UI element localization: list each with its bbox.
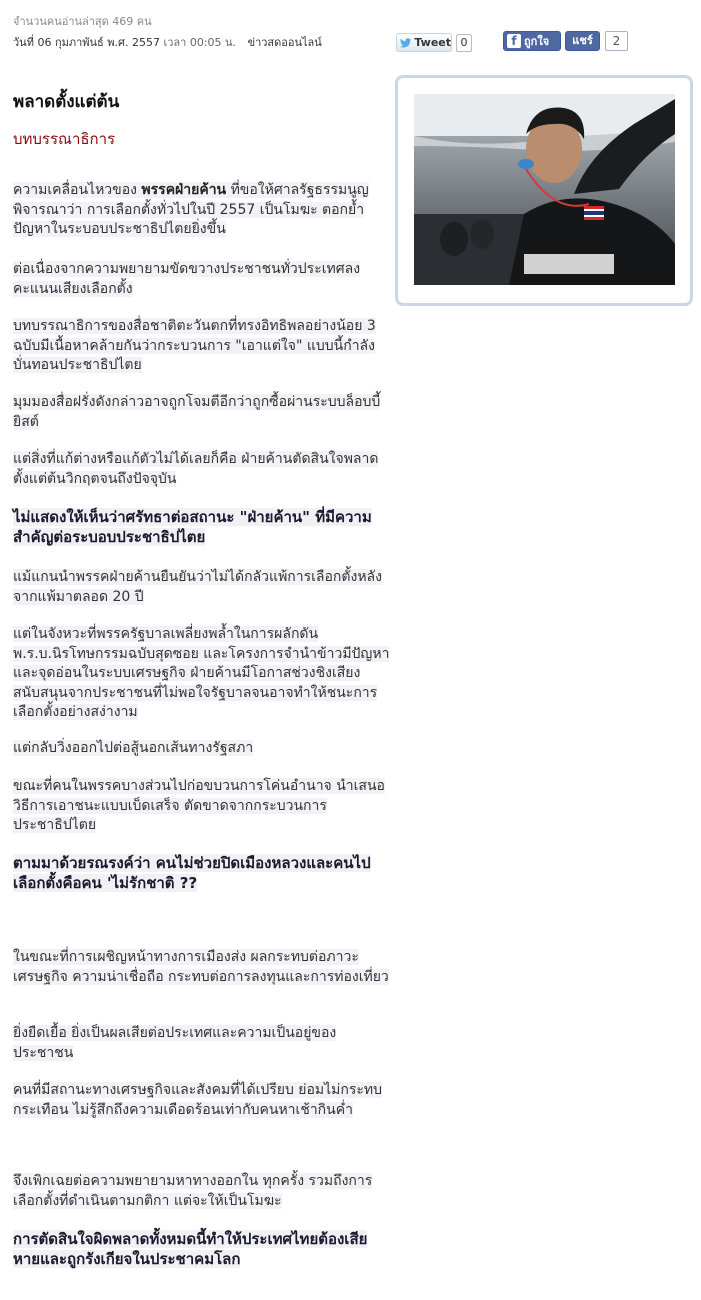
article-paragraph bbox=[13, 181, 393, 240]
article-paragraph: ต่อเนื่องจากความพยายามขัดขวางประชาชนทั่วประเทศลงคะแนนเสียงเลือกตั้ง bbox=[13, 261, 361, 297]
article-subheading: ตามมาด้วยรณรงค์ว่า คนไม่ช่วยปิดเมืองหลวงและคนไปเลือกตั้งคือคน 'ไม่รักชาติ ?? bbox=[13, 854, 371, 892]
article-headline: พลาดตั้งแต่ต้น bbox=[13, 92, 120, 112]
article-paragraph: แต่ในจังหวะที่พรรครัฐบาลเพลี่ยงพล้ำในการผลักดันพ.ร.บ.นิรโทษกรรมฉบับสุดซอย และโครงการจำนำข้าวมีปัญหาและจุดอ่อนในระบบเศรษฐกิจ ฝ่ายค้านมีโอกาสช่วงชิงเสียงสนับสนุนจากประชาชนที่ไม่พอใจรัฐบาลจนอาจทำให้ชนะการเลือกตั้งอย่างสง่างาม bbox=[13, 626, 390, 720]
facebook-f-icon: f bbox=[507, 34, 521, 48]
article-byline: บทบรรณาธิการ bbox=[13, 130, 116, 148]
share-count: 2 bbox=[605, 31, 628, 51]
article-meta bbox=[13, 33, 322, 51]
article-date: วันที่ 06 กุมภาพันธ์ พ.ศ. 2557 bbox=[13, 36, 160, 49]
twitter-bird-icon bbox=[400, 38, 411, 48]
readers-count: จำนวนคนอ่านล่าสุด 469 คน bbox=[13, 15, 152, 28]
tweet-label: Tweet bbox=[414, 36, 451, 49]
tweet-count: 0 bbox=[456, 34, 472, 52]
article-paragraph: ในขณะที่การเผชิญหน้าทางการเมืองส่ง ผลกระทบต่อภาวะเศรษฐกิจ ความน่าเชื่อถือ กระทบต่อการลงทุนและการท่องเที่ยว bbox=[13, 949, 389, 985]
paragraph-text: ที่ขอให้ศาลรัฐธรรมนูญพิจารณาว่า การเลือกตั้งทั่วไปในปี 2557 เป็นโมฆะ ตอกย้ำปัญหาในระบอบประชาธิปไตยยิ่งขึ้น bbox=[13, 182, 369, 237]
article-paragraph: จึงเพิกเฉยต่อความพยายามหาทางออกใน ทุกครั้ง รวมถึงการเลือกตั้งที่ดำเนินตามกติกา แต่จะให้เป็นโมฆะ bbox=[13, 1173, 373, 1209]
article-paragraph: บทบรรณาธิการของสื่อชาติตะวันตกที่ทรงอิทธิพลอย่างน้อย 3 ฉบับมีเนื้อหาคล้ายกันว่ากระบวนการ "เอาแต่ใจ" แบบนี้กำลังบั่นทอนประชาธิปไตย bbox=[13, 318, 376, 373]
article-paragraph: ขณะที่คนในพรรคบางส่วนไปก่อขบวนการโค่นอำนาจ นำเสนอวิธีการเอาชนะแบบเบ็ดเสร็จ ตัดขาดจากกระบวนการประชาธิปไตย bbox=[13, 778, 385, 833]
article-paragraph: แต่กลับวิ่งออกไปต่อสู้นอกเส้นทางรัฐสภา bbox=[13, 740, 254, 756]
article-time: เวลา 00:05 น. bbox=[163, 36, 237, 49]
facebook-like-button[interactable] bbox=[503, 31, 561, 51]
paragraph-text: ความเคลื่อนไหวของ bbox=[13, 182, 142, 198]
article-photo-frame bbox=[395, 75, 693, 306]
article-paragraph: มุมมองสื่อฝรั่งดังกล่าวอาจถูกโจมตีอีกว่าถูกซื้อผ่านระบบล็อบบี้ยิสต์ bbox=[13, 394, 381, 430]
party-name: พรรคฝ่ายค้าน bbox=[141, 182, 227, 198]
article-paragraph: คนที่มีสถานะทางเศรษฐกิจและสังคมที่ได้เปรียบ ย่อมไม่กระทบกระเทือน ไม่รู้สึกถึงความเดือดร้อนเท่ากับคนหาเช้ากินค่ำ bbox=[13, 1082, 383, 1118]
facebook-share-button[interactable]: แชร์ bbox=[565, 31, 600, 51]
article-source: ข่าวสดออนไลน์ bbox=[247, 36, 322, 49]
article-photo bbox=[414, 94, 675, 285]
article-subheading: ไม่แสดงให้เห็นว่าศรัทธาต่อสถานะ "ฝ่ายค้าน" ที่มีความสำคัญต่อระบอบประชาธิปไตย bbox=[13, 508, 372, 546]
article-subheading: การตัดสินใจผิดพลาดทั้งหมดนี้ทำให้ประเทศไทยต้องเสียหายและถูกรังเกียจในประชาคมโลก bbox=[13, 1230, 368, 1268]
article-paragraph: แต่สิ่งที่แก้ต่างหรือแก้ตัวไม่ได้เลยก็คือ ฝ่ายค้านตัดสินใจพลาดตั้งแต่ต้นวิกฤตจนถึงปัจจุบัน bbox=[13, 451, 379, 487]
tweet-button[interactable] bbox=[396, 33, 452, 52]
article-paragraph: ยิ่งยืดเยื้อ ยิ่งเป็นผลเสียต่อประเทศและความเป็นอยู่ของประชาชน bbox=[13, 1025, 337, 1061]
like-label: ถูกใจ bbox=[524, 35, 550, 48]
article-paragraph: แม้แกนนำพรรคฝ่ายค้านยืนยันว่าไม่ได้กลัวแพ้การเลือกตั้งหลังจากแพ้มาตลอด 20 ปี bbox=[13, 569, 382, 605]
